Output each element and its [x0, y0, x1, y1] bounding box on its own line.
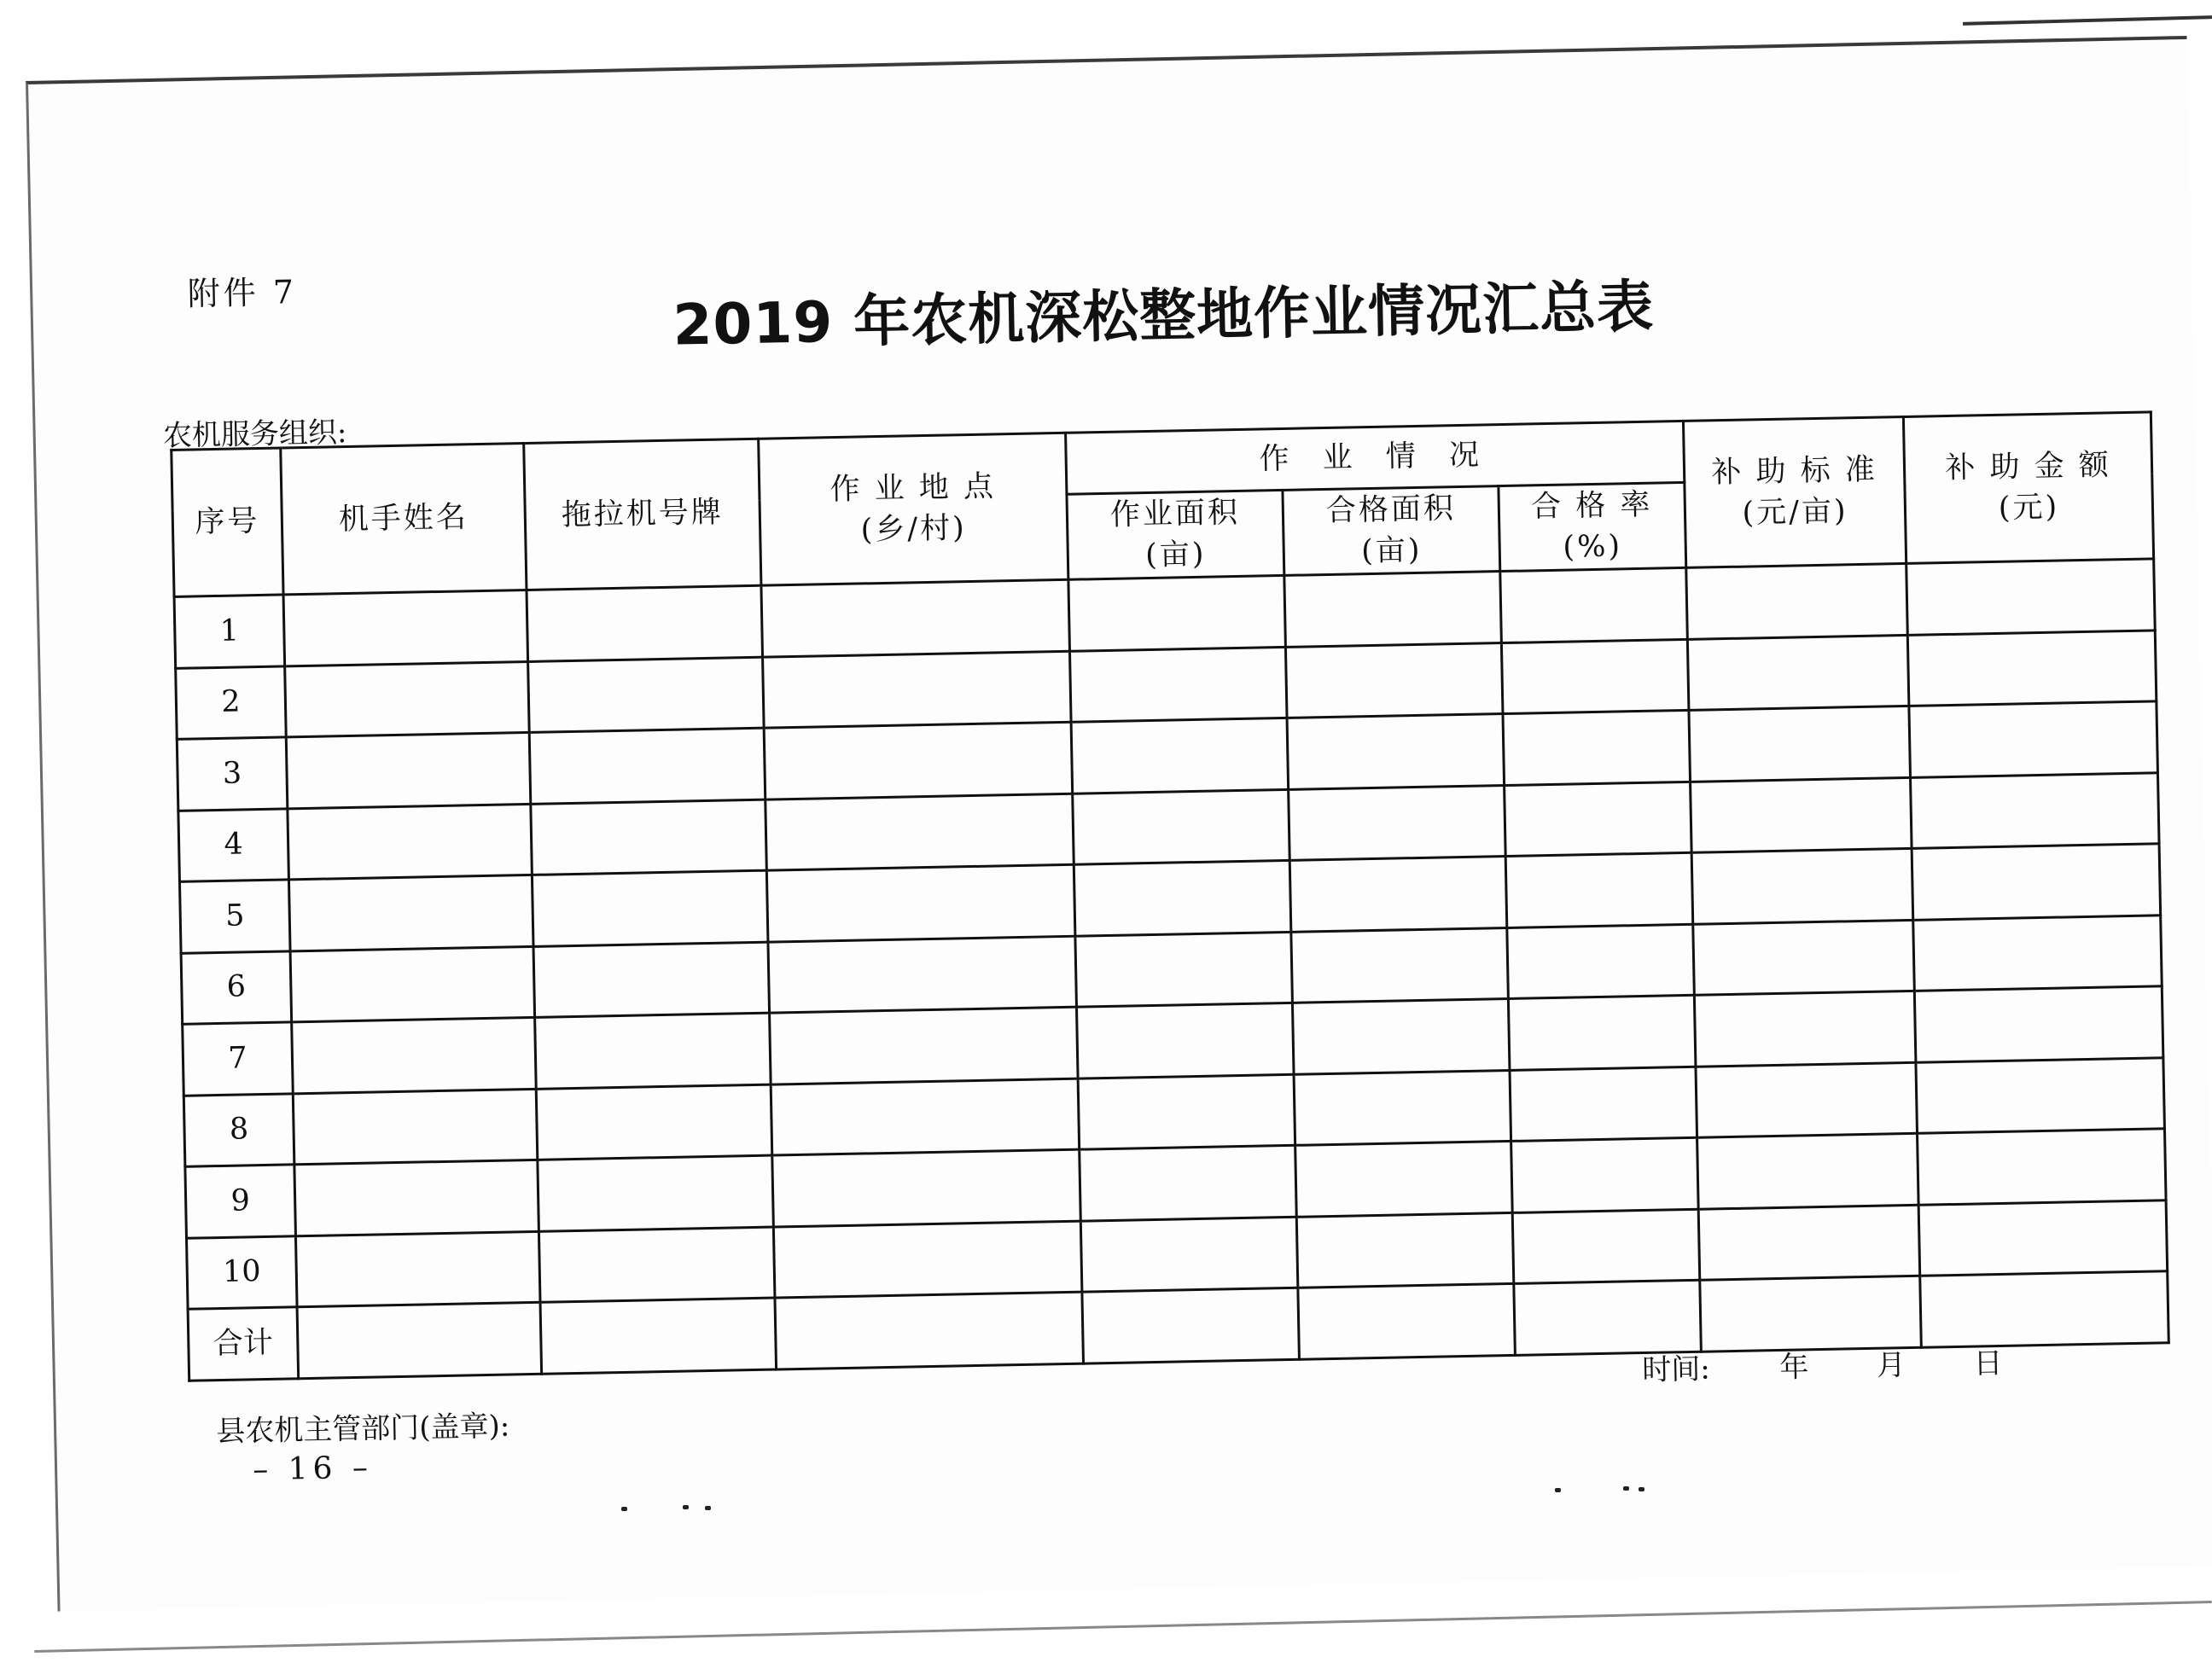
header-subsidy-std-label: 补 助 标 准	[1711, 452, 1878, 491]
summary-table	[170, 410, 2170, 1381]
header-pass-rate-unit: (%)	[1563, 528, 1623, 565]
subsidy-amt-cell[interactable]	[1913, 915, 2163, 991]
work-area-cell[interactable]	[1080, 1217, 1298, 1292]
work-area-cell[interactable]	[1069, 647, 1287, 722]
header-seq: 序号	[172, 448, 283, 596]
subsidy-std-cell[interactable]	[1693, 920, 1915, 995]
month-label: 月	[1876, 1348, 1906, 1383]
total-location-cell[interactable]	[775, 1292, 1084, 1369]
qualified-area-cell[interactable]	[1287, 714, 1505, 789]
location-cell[interactable]	[773, 1221, 1082, 1298]
header-subsidy-amt-label: 补 助 金 额	[1945, 448, 2112, 486]
subsidy-std-cell[interactable]	[1698, 1205, 1920, 1280]
seq-cell: 5	[179, 880, 290, 953]
tractor-plate-cell[interactable]	[527, 585, 763, 661]
work-area-cell[interactable]	[1076, 1003, 1294, 1078]
seq-cell: 9	[185, 1165, 296, 1238]
subsidy-amt-cell[interactable]	[1907, 630, 2157, 706]
operator-name-cell[interactable]	[288, 875, 533, 950]
header-subsidy-std	[1683, 416, 1906, 567]
subsidy-amt-cell[interactable]	[1918, 1129, 2167, 1205]
operator-name-cell[interactable]	[286, 732, 531, 808]
scan-speck	[621, 1507, 627, 1511]
tractor-plate-cell[interactable]	[538, 1155, 774, 1231]
work-area-cell[interactable]	[1073, 789, 1290, 864]
header-pass-rate-label: 合 格 率	[1530, 487, 1653, 525]
total-qualified-area-cell[interactable]	[1298, 1283, 1516, 1358]
tractor-plate-cell[interactable]	[538, 1227, 775, 1303]
tractor-plate-cell[interactable]	[532, 870, 768, 946]
seq-cell: 10	[186, 1235, 297, 1309]
total-subsidy-amt-cell[interactable]	[1920, 1271, 2169, 1347]
total-subsidy-std-cell[interactable]	[1700, 1276, 1922, 1351]
location-cell[interactable]	[761, 579, 1070, 656]
pass-rate-cell[interactable]	[1500, 567, 1688, 642]
subsidy-std-cell[interactable]	[1691, 777, 1912, 852]
pass-rate-cell[interactable]	[1511, 1137, 1699, 1212]
scan-speck	[683, 1505, 689, 1509]
location-cell[interactable]	[763, 651, 1072, 728]
seq-cell: 6	[181, 950, 292, 1024]
qualified-area-cell[interactable]	[1284, 572, 1502, 647]
qualified-area-cell[interactable]	[1294, 1070, 1511, 1145]
operator-name-cell[interactable]	[295, 1231, 540, 1307]
pass-rate-cell[interactable]	[1503, 710, 1691, 785]
header-work-group: 作 业 情 况	[1066, 421, 1685, 494]
header-subsidy-amt-unit: (元)	[1998, 489, 2060, 526]
subsidy-std-cell[interactable]	[1694, 991, 1916, 1066]
pass-rate-cell[interactable]	[1507, 924, 1695, 999]
header-location-label: 作 业 地 点	[830, 469, 997, 508]
work-area-cell[interactable]	[1071, 718, 1289, 793]
subsidy-amt-cell[interactable]	[1918, 1200, 2168, 1276]
subsidy-std-cell[interactable]	[1696, 1062, 1918, 1137]
subsidy-amt-cell[interactable]	[1914, 986, 2163, 1062]
work-area-cell[interactable]	[1078, 1074, 1295, 1149]
attachment-label: 附件 7	[187, 273, 298, 313]
qualified-area-cell[interactable]	[1296, 1212, 1514, 1288]
footer-dept-label: 县农机主管部门(盖章):	[215, 1409, 510, 1450]
tractor-plate-cell[interactable]	[533, 942, 770, 1018]
document-title: 2019 年农机深松整地作业情况汇总表	[672, 273, 1655, 358]
header-operator-name: 机手姓名	[281, 444, 527, 595]
header-pass-rate	[1499, 482, 1686, 571]
location-cell[interactable]	[768, 936, 1077, 1013]
work-area-cell[interactable]	[1068, 575, 1286, 650]
header-work-area	[1067, 490, 1284, 579]
work-area-cell[interactable]	[1074, 860, 1291, 935]
qualified-area-cell[interactable]	[1289, 785, 1506, 860]
header-work-area-label: 作业面积	[1109, 496, 1241, 533]
seq-cell: 1	[174, 595, 285, 668]
header-location	[759, 433, 1068, 585]
subsidy-amt-cell[interactable]	[1911, 772, 2160, 848]
operator-name-cell[interactable]	[283, 590, 528, 666]
location-cell[interactable]	[770, 1007, 1079, 1084]
year-label: 年	[1778, 1350, 1809, 1385]
work-area-cell[interactable]	[1075, 932, 1293, 1007]
tractor-plate-cell[interactable]	[536, 1084, 772, 1160]
qualified-area-cell[interactable]	[1291, 927, 1509, 1003]
header-subsidy-std-unit: (元/亩)	[1742, 493, 1848, 531]
operator-name-cell[interactable]	[285, 661, 530, 737]
location-cell[interactable]	[766, 864, 1075, 941]
pass-rate-cell[interactable]	[1508, 995, 1696, 1070]
subsidy-std-cell[interactable]	[1686, 563, 1908, 638]
pass-rate-cell[interactable]	[1512, 1209, 1700, 1284]
footer-time	[1642, 1340, 2003, 1388]
work-area-cell[interactable]	[1080, 1145, 1297, 1220]
pass-rate-cell[interactable]	[1505, 852, 1693, 927]
time-label: 时间:	[1641, 1352, 1711, 1388]
seq-cell: 8	[183, 1093, 294, 1166]
pass-rate-cell[interactable]	[1510, 1067, 1697, 1142]
total-label-cell: 合计	[188, 1307, 299, 1381]
header-location-unit: (乡/村)	[860, 510, 968, 547]
seq-cell: 7	[183, 1022, 294, 1096]
total-tractor-plate-cell[interactable]	[540, 1298, 777, 1374]
scan-speck	[1639, 1487, 1644, 1491]
subsidy-std-cell[interactable]	[1687, 635, 1909, 710]
location-cell[interactable]	[764, 722, 1073, 799]
qualified-area-cell[interactable]	[1289, 857, 1507, 932]
header-qualified-area	[1283, 486, 1500, 576]
operator-name-cell[interactable]	[294, 1160, 539, 1235]
tractor-plate-cell[interactable]	[528, 657, 765, 733]
subsidy-std-cell[interactable]	[1691, 848, 1913, 923]
subsidy-amt-cell[interactable]	[1916, 1057, 2165, 1133]
seq-cell: 2	[176, 666, 287, 739]
seq-cell: 4	[178, 808, 289, 881]
qualified-area-cell[interactable]	[1285, 642, 1503, 718]
day-label: 日	[1973, 1346, 2003, 1381]
qualified-area-cell[interactable]	[1295, 1141, 1513, 1216]
subsidy-std-cell[interactable]	[1697, 1133, 1919, 1208]
org-label: 农机服务组织:	[162, 415, 347, 454]
operator-name-cell[interactable]	[293, 1089, 538, 1165]
subsidy-amt-cell[interactable]	[1909, 701, 2158, 777]
header-qualified-area-label: 合格面积	[1325, 491, 1457, 529]
pass-rate-cell[interactable]	[1501, 639, 1689, 714]
header-tractor-plate: 拖拉机号牌	[524, 439, 761, 590]
total-pass-rate-cell[interactable]	[1514, 1280, 1702, 1355]
location-cell[interactable]	[771, 1078, 1080, 1155]
location-cell[interactable]	[765, 793, 1074, 870]
subsidy-amt-cell[interactable]	[1912, 844, 2161, 920]
header-work-area-unit: (亩)	[1144, 537, 1207, 573]
seq-cell: 3	[177, 737, 288, 811]
tractor-plate-cell[interactable]	[531, 799, 767, 875]
total-operator-name-cell[interactable]	[297, 1302, 542, 1378]
page-number: – 16 –	[252, 1450, 374, 1488]
subsidy-amt-cell[interactable]	[1906, 559, 2156, 635]
scan-speck	[1623, 1486, 1629, 1491]
header-subsidy-amt	[1903, 412, 2153, 564]
tractor-plate-cell[interactable]	[529, 728, 765, 804]
operator-name-cell[interactable]	[292, 1017, 537, 1093]
location-cell[interactable]	[772, 1149, 1081, 1226]
operator-name-cell[interactable]	[288, 804, 533, 880]
qualified-area-cell[interactable]	[1292, 998, 1510, 1073]
scan-speck	[1555, 1488, 1561, 1492]
subsidy-std-cell[interactable]	[1689, 706, 1911, 781]
operator-name-cell[interactable]	[290, 946, 535, 1022]
header-qualified-area-unit: (亩)	[1360, 532, 1423, 568]
pass-rate-cell[interactable]	[1505, 782, 1692, 857]
tractor-plate-cell[interactable]	[535, 1013, 771, 1089]
total-work-area-cell[interactable]	[1082, 1288, 1300, 1363]
scan-speck	[705, 1506, 711, 1510]
